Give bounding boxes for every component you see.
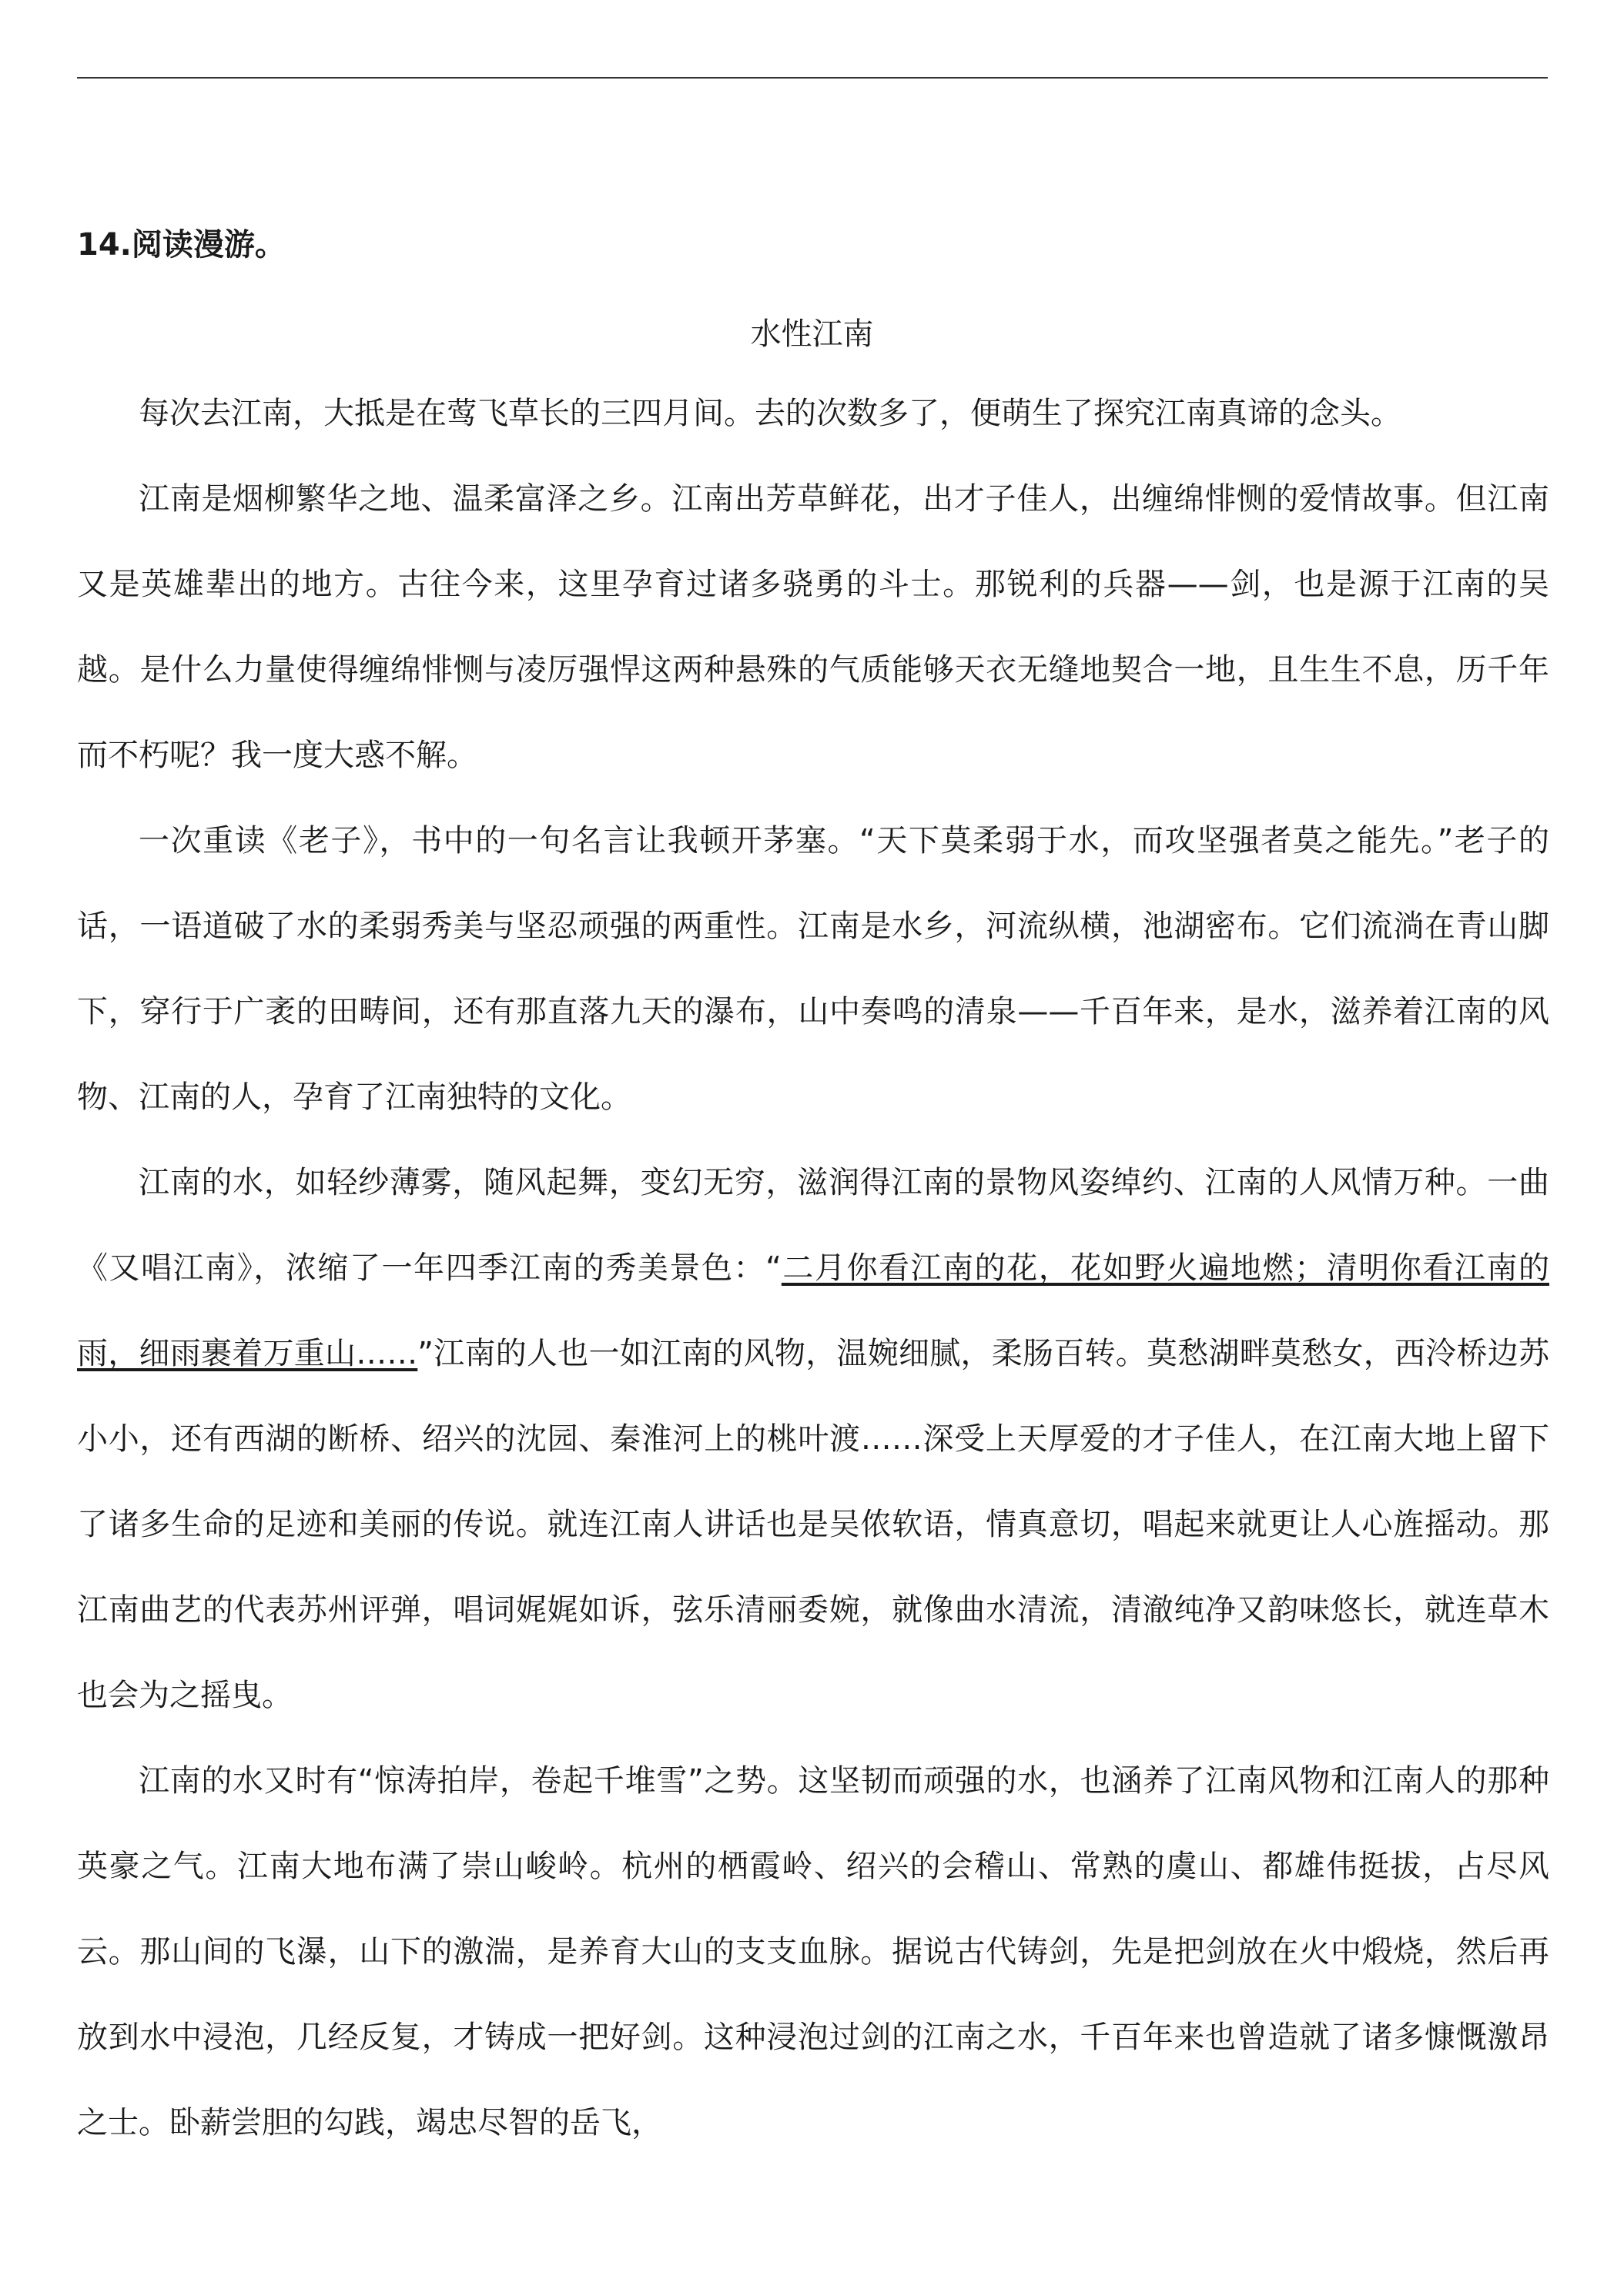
header-rule bbox=[77, 77, 1548, 79]
passage-title: 水性江南 bbox=[750, 316, 874, 352]
underlined-quote: 二月你看江南的花，花如野火遍地燃；清明你看江南的雨，细雨裹着万重山…… bbox=[77, 1250, 1549, 1371]
paragraph-text: 江南是烟柳繁华之地、温柔富泽之乡。江南出芳草鲜花，出才子佳人，出缠绵悱恻的爱情故事。但江南又是英雄辈出的地方。古往今来，这里孕育过诸多骁勇的斗士。那锐利的兵器——剑，也是源于江南的吴越。是什么力量使得缠绵悱恻与凌厉强悍这两种悬殊的气质能够天衣无缝地契合一地，且生生不息，历千年而不朽呢？我一度大惑不解。 bbox=[77, 481, 1549, 773]
paragraph-text: 每次去江南，大抵是在莺飞草长的三四月间。去的次数多了，便萌生了探究江南真谛的念头。 bbox=[139, 396, 1401, 431]
paragraph-text: 一次重读《老子》，书中的一句名言让我顿开茅塞。“天下莫柔弱于水，而攻坚强者莫之能先。”老子的话，一语道破了水的柔弱秀美与坚忍顽强的两重性。江南是水乡，河流纵横，池湖密布。它们流淌在青山脚下，穿行于广袤的田畴间，还有那直落九天的瀑布，山中奏鸣的清泉——千百年来，是水，滋养着江南的风物、江南的人，孕育了江南独特的文化。 bbox=[77, 823, 1549, 1115]
paragraph-5 bbox=[77, 1739, 1549, 2166]
paragraph-4 bbox=[77, 1140, 1549, 1739]
question-number: 14. bbox=[77, 227, 132, 263]
paragraph-3 bbox=[77, 798, 1549, 1140]
paragraph-1 bbox=[77, 371, 1549, 457]
question-label: 阅读漫游。 bbox=[131, 227, 286, 263]
passage-body bbox=[77, 371, 1549, 2166]
paragraph-text: 江南的水又时有“惊涛拍岸，卷起千堆雪”之势。这坚韧而顽强的水，也涵养了江南风物和江南人的那种英豪之气。江南大地布满了崇山峻岭。杭州的栖霞岭、绍兴的会稽山、常熟的虞山、都雄伟挺拔，占尽风云。那山间的飞瀑，山下的激湍，是养育大山的支支血脉。据说古代铸剑，先是把剑放在火中煅烧，然后再放到水中浸泡，几经反复，才铸成一把好剑。这种浸泡过剑的江南之水，千百年来也曾造就了诸多慷慨激昂之士。卧薪尝胆的勾践，竭忠尽智的岳飞， bbox=[77, 1763, 1549, 2140]
question-heading bbox=[77, 222, 286, 268]
paragraph-text: ”江南的人也一如江南的风物，温婉细腻，柔肠百转。莫愁湖畔莫愁女，西泠桥边苏小小，还有西湖的断桥、绍兴的沈园、秦淮河上的桃叶渡……深受上天厚爱的才子佳人，在江南大地上留下了诸多生命的足迹和美丽的传说。就连江南人讲话也是吴侬软语，情真意切，唱起来就更让人心旌摇动。那江南曲艺的代表苏州评弹，唱词娓娓如诉，弦乐清丽委婉，就像曲水清流，清澈纯净又韵味悠长，就连草木也会为之摇曳。 bbox=[77, 1336, 1549, 1713]
paragraph-text: 江南的水，如轻纱薄雾，随风起舞，变幻无穷，滋润得江南的景物风姿绰约、江南的人风情万种。一曲《又唱江南》，浓缩了一年四季江南的秀美景色：“ bbox=[77, 1165, 1549, 1286]
paragraph-2 bbox=[77, 457, 1549, 798]
